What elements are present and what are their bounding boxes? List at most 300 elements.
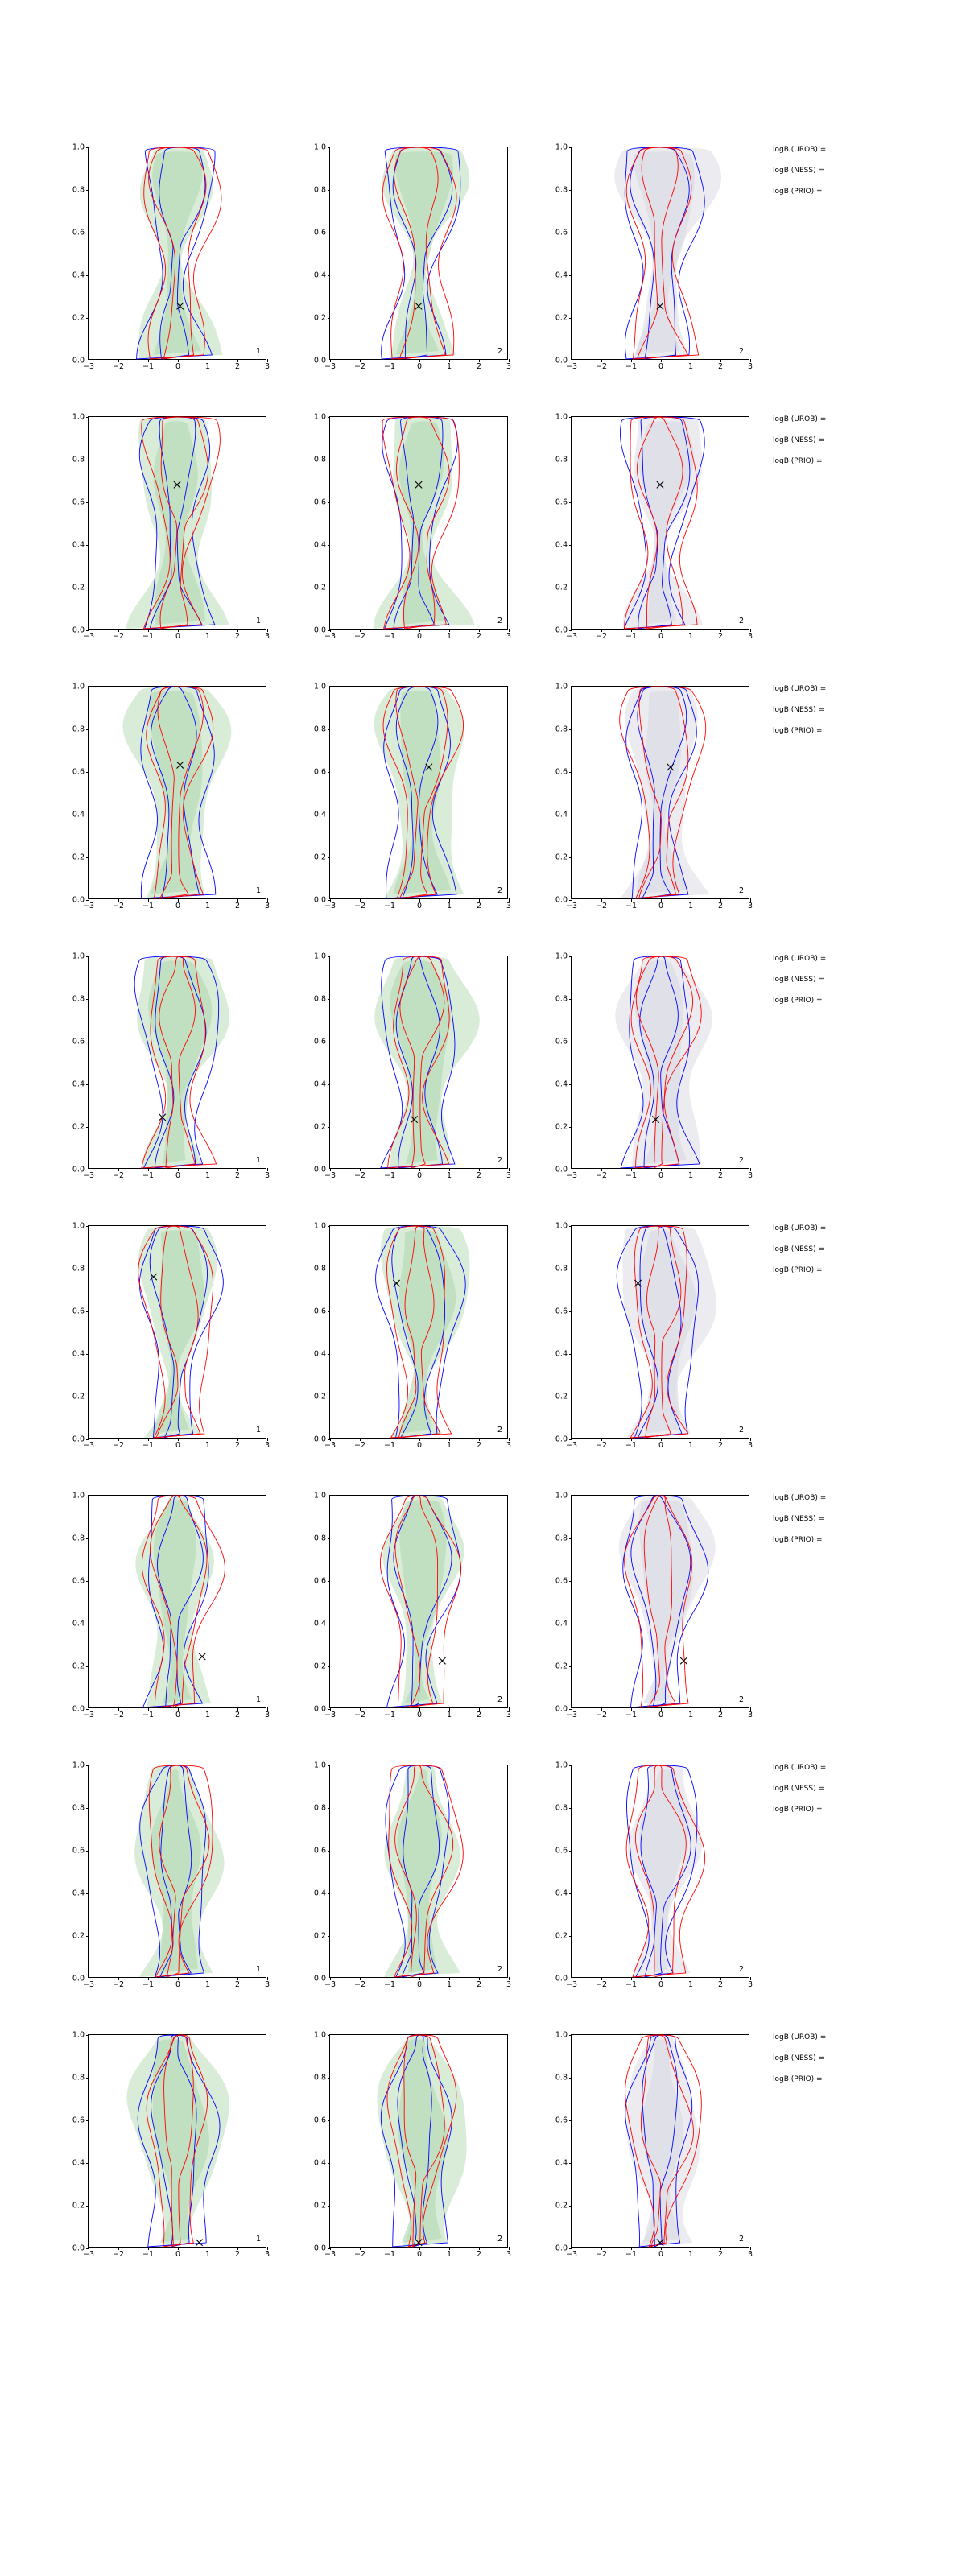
x-tick-label: 0 xyxy=(175,1441,181,1450)
legend-entry: logB (PRIO) = xyxy=(773,727,823,735)
legend-row-8 xyxy=(773,2034,963,2097)
x-tick-label: 0 xyxy=(175,362,181,371)
x-tick-mark xyxy=(631,359,632,362)
x-tick-label: −1 xyxy=(142,902,155,910)
y-tick-label: 1.0 xyxy=(555,142,568,152)
x-tick-mark xyxy=(750,359,751,362)
y-tick-label: 1.0 xyxy=(72,952,85,961)
x-tick-label: 1 xyxy=(687,362,694,371)
x-tick-label: 1 xyxy=(687,2250,694,2259)
y-tick-label: 0.4 xyxy=(72,270,85,280)
contour-lines xyxy=(330,1226,507,1438)
x-tick-label: 1 xyxy=(446,1171,452,1180)
y-tick-label: 0.4 xyxy=(72,2158,85,2168)
x-tick-mark xyxy=(750,2247,751,2250)
x-tick-mark xyxy=(267,629,268,632)
x-tick-mark xyxy=(330,1707,331,1711)
x-tick-label: −1 xyxy=(383,362,396,371)
x-tick-mark xyxy=(509,1168,510,1171)
x-tick-mark xyxy=(720,1438,721,1441)
x-tick-label: −1 xyxy=(142,2250,155,2259)
x-tick-label: −2 xyxy=(353,1711,366,1719)
plot-axes xyxy=(72,412,270,641)
y-tick-label: 0.4 xyxy=(555,810,568,819)
x-tick-mark xyxy=(178,359,179,362)
y-tick-label: 0.4 xyxy=(313,540,326,550)
x-tick-mark xyxy=(720,898,721,902)
x-tick-mark xyxy=(360,1438,361,1441)
x-tick-label: −3 xyxy=(82,362,95,371)
y-tick-label: 0.4 xyxy=(313,2158,326,2168)
x-tick-label: −2 xyxy=(353,1171,366,1180)
y-tick-label: 0.2 xyxy=(72,1931,85,1941)
x-tick-label: 1 xyxy=(204,1441,211,1450)
x-tick-label: 3 xyxy=(747,632,753,641)
y-tick-label: 1.0 xyxy=(555,2030,568,2040)
x-tick-mark xyxy=(479,1707,480,1711)
x-tick-mark xyxy=(509,1707,510,1711)
plot-axes xyxy=(313,2030,512,2259)
contour-lines xyxy=(572,417,749,629)
y-tick-label: 0.4 xyxy=(72,1619,85,1629)
x-tick-mark xyxy=(750,898,751,902)
y-tick-label: 0.6 xyxy=(313,1576,326,1586)
x-tick-label: 1 xyxy=(446,1711,452,1719)
x-tick-label: 3 xyxy=(506,1980,512,1989)
x-tick-label: −1 xyxy=(625,362,638,371)
legend-entry: logB (PRIO) = xyxy=(773,997,823,1005)
y-tick-label: 0.2 xyxy=(555,1662,568,1671)
y-tick-label: 0.6 xyxy=(72,1576,85,1586)
y-tick-label: 0.4 xyxy=(72,810,85,819)
x-tick-label: −3 xyxy=(565,362,578,371)
x-tick-mark xyxy=(661,2247,662,2250)
panel-corner-label: 2 xyxy=(497,1155,502,1165)
x-tick-mark xyxy=(449,1707,450,1711)
panel-corner-label: 1 xyxy=(255,1695,261,1704)
x-tick-label: 2 xyxy=(476,1171,482,1180)
contour-lines xyxy=(89,417,266,629)
y-tick-label: 1.0 xyxy=(72,142,85,152)
y-tick-label: 0.6 xyxy=(555,1307,568,1316)
y-tick-label: 0.0 xyxy=(555,625,568,635)
y-tick-label: 0.8 xyxy=(555,1803,568,1813)
x-tick-label: −1 xyxy=(383,1441,396,1450)
contour-lines xyxy=(89,687,266,898)
x-tick-label: 3 xyxy=(747,1980,753,1989)
contour-lines xyxy=(572,687,749,898)
y-tick-label: 0.4 xyxy=(555,1619,568,1629)
x-tick-mark xyxy=(449,2247,450,2250)
x-tick-mark xyxy=(148,1438,149,1441)
plot-axes xyxy=(555,1221,753,1450)
x-tick-label: −3 xyxy=(565,902,578,910)
panel-corner-label: 1 xyxy=(255,886,261,895)
x-tick-label: −1 xyxy=(625,1171,638,1180)
x-tick-mark xyxy=(178,1977,179,1980)
x-tick-label: 2 xyxy=(476,902,482,910)
x-tick-mark xyxy=(360,359,361,362)
x-tick-mark xyxy=(509,1977,510,1980)
x-tick-mark xyxy=(330,1168,331,1171)
x-tick-label: −2 xyxy=(595,1980,608,1989)
x-tick-label: 3 xyxy=(747,2250,753,2259)
x-tick-label: 0 xyxy=(658,1441,664,1450)
x-tick-label: 0 xyxy=(658,1171,664,1180)
y-tick-label: 0.6 xyxy=(555,228,568,237)
y-tick-label: 0.2 xyxy=(555,1931,568,1941)
y-tick-label: 0.0 xyxy=(72,1165,85,1174)
x-tick-mark xyxy=(720,1707,721,1711)
x-tick-label: −3 xyxy=(82,1711,95,1719)
x-tick-label: 2 xyxy=(717,1980,724,1989)
x-tick-label: −1 xyxy=(625,902,638,910)
x-tick-mark xyxy=(661,629,662,632)
x-tick-label: 2 xyxy=(234,2250,241,2259)
y-tick-label: 0.4 xyxy=(555,270,568,280)
y-tick-label: 0.2 xyxy=(555,313,568,323)
y-tick-label: 0.6 xyxy=(555,1576,568,1586)
y-tick-label: 1.0 xyxy=(313,952,326,961)
y-tick-label: 0.2 xyxy=(72,1122,85,1132)
x-tick-label: −2 xyxy=(595,2250,608,2259)
x-tick-label: 0 xyxy=(175,2250,181,2259)
contour-lines xyxy=(89,1765,266,1977)
y-tick-label: 0.0 xyxy=(313,356,326,365)
legend-entry: logB (NESS) = xyxy=(773,1245,825,1253)
x-tick-label: −3 xyxy=(82,1980,95,1989)
x-tick-label: −2 xyxy=(595,1711,608,1719)
x-tick-mark xyxy=(661,1707,662,1711)
y-tick-label: 0.0 xyxy=(72,1704,85,1714)
x-tick-mark xyxy=(601,1707,602,1711)
x-tick-mark xyxy=(237,359,238,362)
x-tick-mark xyxy=(509,2247,510,2250)
plot-axes xyxy=(555,1761,753,1989)
x-tick-mark xyxy=(360,1168,361,1171)
x-tick-label: −2 xyxy=(112,902,125,910)
y-tick-label: 0.0 xyxy=(72,1435,85,1444)
x-tick-label: −1 xyxy=(625,1980,638,1989)
x-tick-mark xyxy=(601,629,602,632)
panel-corner-label: 1 xyxy=(255,1425,261,1435)
x-tick-label: 0 xyxy=(175,902,181,910)
x-tick-label: 1 xyxy=(446,362,452,371)
plot-axes xyxy=(72,2030,270,2259)
x-tick-mark xyxy=(237,1707,238,1711)
x-tick-mark xyxy=(148,1977,149,1980)
x-tick-label: −2 xyxy=(353,1441,366,1450)
x-tick-mark xyxy=(237,1438,238,1441)
y-tick-label: 0.2 xyxy=(313,1662,326,1671)
x-tick-label: 0 xyxy=(175,1171,181,1180)
x-tick-label: −1 xyxy=(142,1980,155,1989)
y-tick-label: 0.0 xyxy=(555,356,568,365)
y-tick-label: 1.0 xyxy=(555,952,568,961)
y-tick-label: 0.6 xyxy=(72,228,85,237)
x-tick-label: 2 xyxy=(234,902,241,910)
y-tick-label: 0.6 xyxy=(313,767,326,777)
y-tick-label: 0.0 xyxy=(72,2244,85,2253)
panel-corner-label: 2 xyxy=(497,346,502,356)
x-tick-mark xyxy=(178,898,179,902)
x-tick-mark xyxy=(360,1977,361,1980)
x-tick-mark xyxy=(631,1438,632,1441)
y-tick-label: 1.0 xyxy=(313,1491,326,1501)
x-tick-mark xyxy=(148,1168,149,1171)
y-tick-label: 1.0 xyxy=(313,2030,326,2040)
contour-panel-r8-c1 xyxy=(46,2025,287,2282)
x-tick-mark xyxy=(419,1707,420,1711)
legend-entry: logB (UROB) = xyxy=(773,146,827,154)
legend-entry: logB (UROB) = xyxy=(773,415,827,423)
x-tick-label: −2 xyxy=(112,1711,125,1719)
x-tick-mark xyxy=(509,629,510,632)
x-tick-label: 0 xyxy=(658,1711,664,1719)
x-tick-mark xyxy=(509,1438,510,1441)
contour-lines xyxy=(330,1496,507,1707)
y-tick-label: 1.0 xyxy=(72,1491,85,1501)
x-tick-label: −1 xyxy=(625,632,638,641)
y-tick-label: 0.8 xyxy=(313,2073,326,2083)
legend-entry: logB (UROB) = xyxy=(773,1764,827,1772)
x-tick-label: −2 xyxy=(353,632,366,641)
x-tick-label: 2 xyxy=(476,632,482,641)
panel-corner-label: 2 xyxy=(738,346,744,356)
x-tick-mark xyxy=(419,898,420,902)
x-tick-mark xyxy=(720,1977,721,1980)
y-tick-label: 0.2 xyxy=(72,852,85,862)
x-tick-label: 0 xyxy=(416,1171,423,1180)
x-tick-label: 3 xyxy=(747,1441,753,1450)
y-tick-label: 0.6 xyxy=(72,497,85,507)
y-tick-label: 0.6 xyxy=(72,2116,85,2125)
x-tick-label: 1 xyxy=(204,1711,211,1719)
x-tick-label: −1 xyxy=(383,1171,396,1180)
x-tick-mark xyxy=(449,359,450,362)
x-tick-label: −1 xyxy=(383,2250,396,2259)
x-tick-mark xyxy=(631,2247,632,2250)
x-tick-mark xyxy=(449,1438,450,1441)
x-tick-mark xyxy=(479,1438,480,1441)
x-tick-mark xyxy=(178,1438,179,1441)
plot-axes xyxy=(72,682,270,910)
contour-lines xyxy=(572,1496,749,1707)
x-tick-label: 1 xyxy=(204,362,211,371)
y-tick-label: 0.6 xyxy=(313,497,326,507)
plot-axes xyxy=(72,1221,270,1450)
panel-corner-label: 2 xyxy=(738,1964,744,1974)
contour-panel-r5-c2 xyxy=(287,1216,529,1473)
y-tick-label: 0.0 xyxy=(555,1704,568,1714)
x-tick-label: 0 xyxy=(416,632,423,641)
contour-lines xyxy=(89,2035,266,2247)
plot-axes xyxy=(555,2030,753,2259)
x-tick-label: −2 xyxy=(112,1980,125,1989)
y-tick-label: 0.6 xyxy=(555,1846,568,1856)
legend-row-4 xyxy=(773,956,963,1018)
y-tick-label: 0.0 xyxy=(313,2244,326,2253)
x-tick-label: 1 xyxy=(446,2250,452,2259)
x-tick-label: 1 xyxy=(204,1171,211,1180)
x-tick-label: 1 xyxy=(446,902,452,910)
y-tick-label: 0.4 xyxy=(72,1889,85,1898)
x-tick-mark xyxy=(479,2247,480,2250)
panel-corner-label: 2 xyxy=(497,2234,502,2244)
y-tick-label: 0.6 xyxy=(313,228,326,237)
contour-lines xyxy=(572,147,749,359)
truth-marker-x xyxy=(199,1653,205,1660)
x-tick-label: 0 xyxy=(416,1980,423,1989)
x-tick-label: 2 xyxy=(717,1441,724,1450)
legend-row-5 xyxy=(773,1225,963,1288)
x-tick-label: −2 xyxy=(595,632,608,641)
legend-row-3 xyxy=(773,686,963,749)
x-tick-mark xyxy=(750,1168,751,1171)
x-tick-mark xyxy=(330,629,331,632)
y-tick-label: 0.2 xyxy=(313,583,326,592)
x-tick-label: −3 xyxy=(324,1441,336,1450)
x-tick-mark xyxy=(148,359,149,362)
x-tick-mark xyxy=(479,898,480,902)
legend-entry: logB (UROB) = xyxy=(773,685,827,693)
plot-axes xyxy=(313,952,512,1180)
x-tick-mark xyxy=(267,359,268,362)
contour-panel-r2-c2 xyxy=(287,407,529,664)
x-tick-label: 2 xyxy=(476,1711,482,1719)
y-tick-label: 0.4 xyxy=(72,1080,85,1089)
y-tick-label: 0.8 xyxy=(72,2073,85,2083)
panel-corner-label: 1 xyxy=(255,346,261,356)
x-tick-mark xyxy=(479,1168,480,1171)
y-tick-label: 0.6 xyxy=(313,1037,326,1046)
x-tick-label: 2 xyxy=(234,1171,241,1180)
y-tick-label: 0.0 xyxy=(313,1435,326,1444)
y-tick-label: 1.0 xyxy=(555,1761,568,1770)
panel-corner-label: 2 xyxy=(738,886,744,895)
x-tick-label: 2 xyxy=(717,1711,724,1719)
legend-row-1 xyxy=(773,147,963,209)
x-tick-mark xyxy=(720,359,721,362)
x-tick-mark xyxy=(601,1168,602,1171)
y-tick-label: 0.0 xyxy=(313,1165,326,1174)
y-tick-label: 0.8 xyxy=(313,1803,326,1813)
prior-density-inner xyxy=(634,151,695,354)
x-tick-label: 3 xyxy=(506,1171,512,1180)
y-tick-label: 1.0 xyxy=(555,412,568,422)
legend-entry: logB (UROB) = xyxy=(773,2033,827,2041)
x-tick-mark xyxy=(267,1438,268,1441)
y-tick-label: 0.0 xyxy=(313,1974,326,1984)
contour-panel-r2-c3 xyxy=(529,407,770,664)
y-tick-label: 0.2 xyxy=(72,583,85,592)
x-tick-mark xyxy=(479,629,480,632)
y-tick-label: 0.8 xyxy=(555,2073,568,2083)
y-tick-label: 0.6 xyxy=(72,1307,85,1316)
plot-axes xyxy=(555,952,753,1180)
x-tick-label: 1 xyxy=(687,632,694,641)
panel-corner-label: 2 xyxy=(497,1695,502,1704)
x-tick-mark xyxy=(449,1977,450,1980)
panel-corner-label: 2 xyxy=(738,1695,744,1704)
x-tick-mark xyxy=(419,1168,420,1171)
x-tick-mark xyxy=(118,1977,119,1980)
x-tick-mark xyxy=(118,1168,119,1171)
x-tick-mark xyxy=(267,1977,268,1980)
contour-panel-r4-c2 xyxy=(287,946,529,1203)
y-tick-label: 0.4 xyxy=(313,270,326,280)
x-tick-mark xyxy=(750,1977,751,1980)
x-tick-label: −2 xyxy=(353,1980,366,1989)
x-tick-label: 0 xyxy=(175,1711,181,1719)
y-tick-label: 0.0 xyxy=(72,356,85,365)
x-tick-mark xyxy=(237,1168,238,1171)
y-tick-label: 1.0 xyxy=(555,1221,568,1231)
contour-panel-r7-c3 xyxy=(529,1755,770,2013)
contour-lines xyxy=(572,956,749,1168)
legend-entry: logB (UROB) = xyxy=(773,1224,827,1232)
y-tick-label: 0.6 xyxy=(313,1307,326,1316)
x-tick-label: −2 xyxy=(112,362,125,371)
panel-row-3 xyxy=(0,676,966,946)
panel-corner-label: 2 xyxy=(738,616,744,625)
x-tick-mark xyxy=(449,898,450,902)
x-tick-label: −3 xyxy=(82,902,95,910)
y-tick-label: 0.4 xyxy=(72,540,85,550)
contour-panel-r7-c2 xyxy=(287,1755,529,2013)
x-tick-label: 1 xyxy=(204,632,211,641)
x-tick-label: −2 xyxy=(353,362,366,371)
y-tick-label: 0.4 xyxy=(313,810,326,819)
x-tick-label: 1 xyxy=(204,1980,211,1989)
x-tick-label: 0 xyxy=(416,902,423,910)
truth-marker-x xyxy=(680,1657,687,1664)
y-tick-label: 0.0 xyxy=(555,1974,568,1984)
x-tick-label: 0 xyxy=(416,1441,423,1450)
y-tick-label: 0.2 xyxy=(555,1392,568,1402)
contour-panel-r3-c3 xyxy=(529,676,770,934)
contour-lines xyxy=(330,2035,507,2247)
x-tick-mark xyxy=(661,359,662,362)
x-tick-label: −2 xyxy=(595,1171,608,1180)
x-tick-label: −3 xyxy=(82,2250,95,2259)
y-tick-label: 0.6 xyxy=(555,767,568,777)
x-tick-mark xyxy=(118,359,119,362)
x-tick-label: 0 xyxy=(175,632,181,641)
y-tick-label: 1.0 xyxy=(313,1221,326,1231)
x-tick-label: 3 xyxy=(506,1711,512,1719)
y-tick-label: 0.4 xyxy=(555,2158,568,2168)
x-tick-mark xyxy=(449,1168,450,1171)
x-tick-mark xyxy=(601,1438,602,1441)
x-tick-label: 3 xyxy=(747,1711,753,1719)
contour-lines xyxy=(89,956,266,1168)
panel-corner-label: 2 xyxy=(738,1425,744,1435)
y-tick-label: 0.8 xyxy=(313,455,326,464)
x-tick-mark xyxy=(148,1707,149,1711)
y-tick-label: 0.4 xyxy=(313,1889,326,1898)
x-tick-label: −3 xyxy=(565,1711,578,1719)
contour-panel-r7-c1 xyxy=(46,1755,287,2013)
panel-corner-label: 1 xyxy=(255,616,261,625)
y-tick-label: 0.8 xyxy=(72,455,85,464)
y-tick-label: 0.4 xyxy=(555,1349,568,1359)
x-tick-mark xyxy=(750,1707,751,1711)
contour-lines xyxy=(330,1765,507,1977)
y-tick-label: 0.4 xyxy=(555,1080,568,1089)
legend-entry: logB (UROB) = xyxy=(773,955,827,963)
plot-axes xyxy=(313,1761,512,1989)
